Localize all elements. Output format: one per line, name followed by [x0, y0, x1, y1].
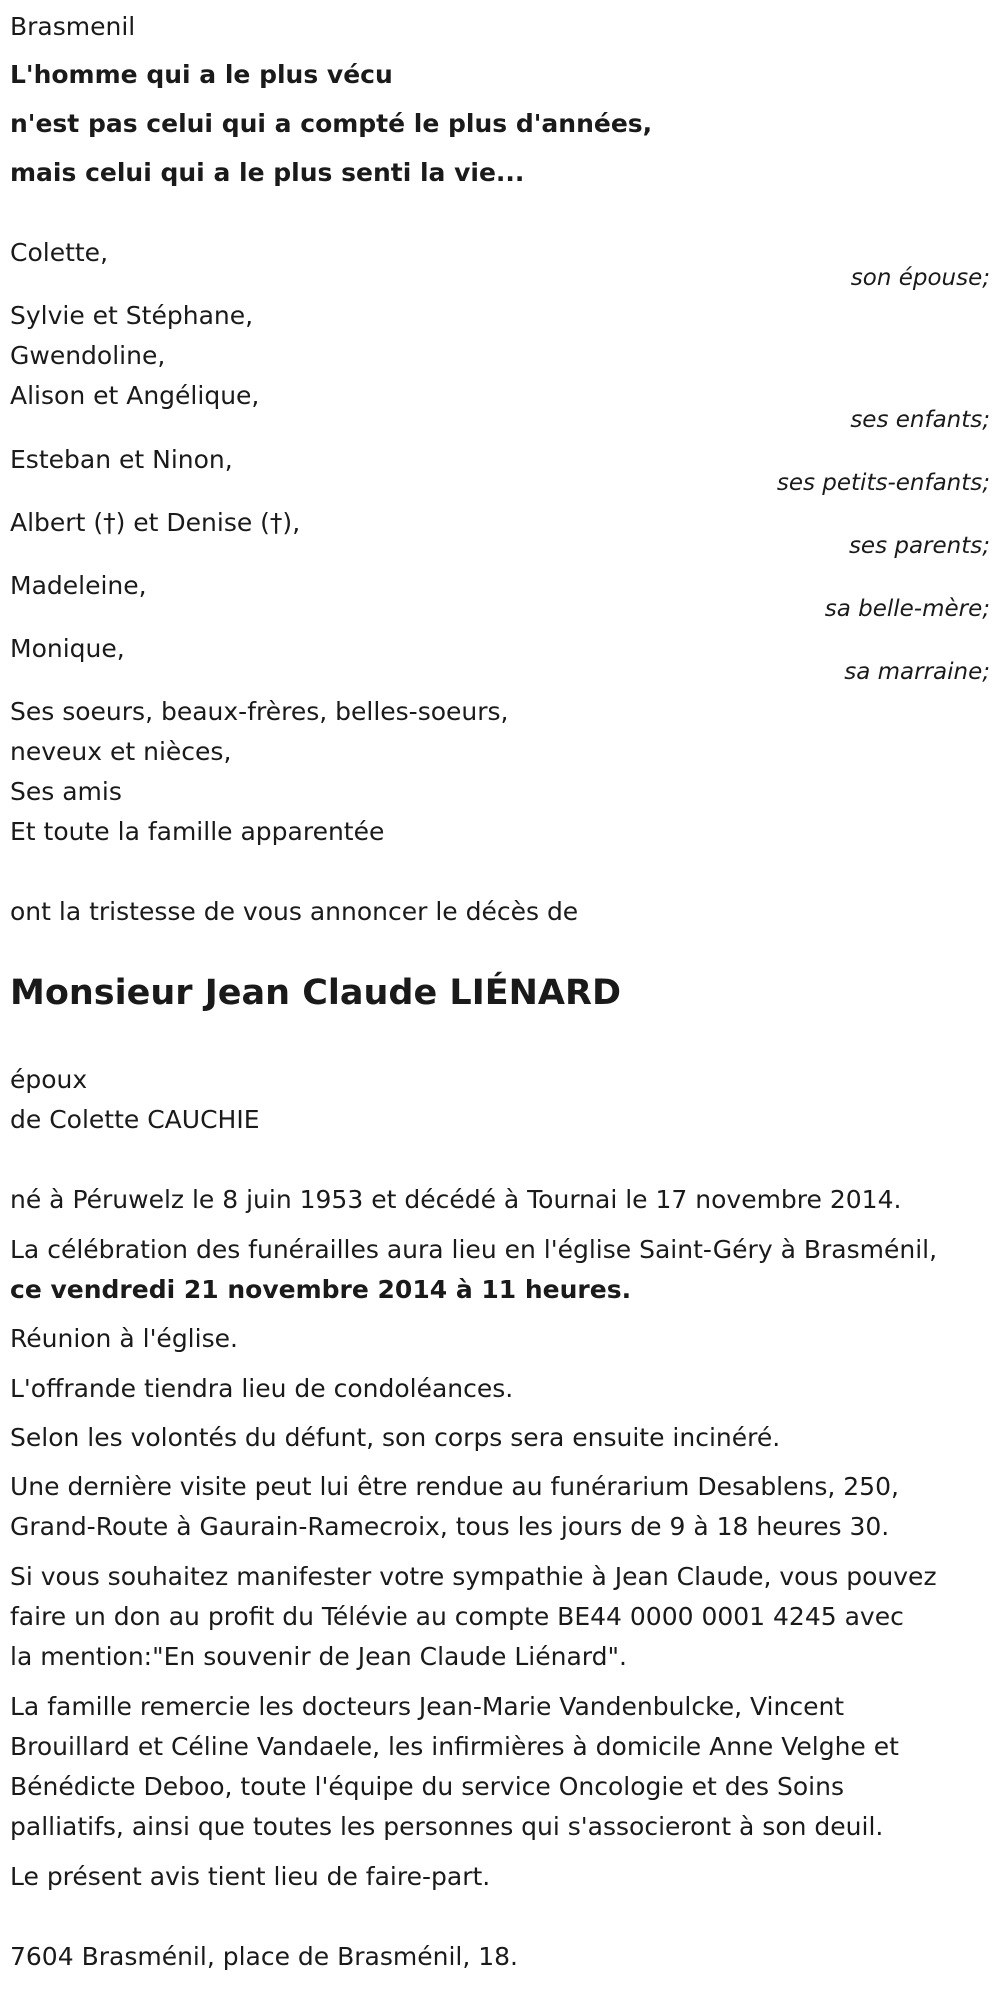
meeting-text: Réunion à l'église.	[10, 1324, 238, 1353]
family-name: Madeleine,	[10, 571, 147, 600]
quote-line-1: L'homme qui a le plus vécu	[10, 60, 393, 89]
family-name: Gwendoline,	[10, 341, 166, 370]
visit-text: Grand-Route à Gaurain-Ramecroix, tous les jours de 9 à 18 heures 30.	[10, 1512, 890, 1541]
location-header: Brasmenil	[10, 12, 136, 41]
family-name: Ses soeurs, beaux-frères, belles-soeurs,	[10, 697, 509, 726]
notice-text: Le présent avis tient lieu de faire-part.	[10, 1862, 491, 1891]
visit-text: Une dernière visite peut lui être rendue au funérarium Desablens, 250,	[10, 1472, 899, 1501]
quote-line-2: n'est pas celui qui a compté le plus d'années,	[10, 109, 653, 138]
birth-death-text: né à Péruwelz le 8 juin 1953 et décédé à Tournai le 17 novembre 2014.	[10, 1185, 902, 1214]
deceased-name: Monsieur Jean Claude LIÉNARD	[10, 973, 622, 1013]
family-role: son épouse;	[850, 265, 990, 291]
family-role: ses parents;	[848, 533, 990, 559]
family-role: ses petits-enfants;	[776, 470, 990, 496]
thanks-text: Brouillard et Céline Vandaele, les infirmières à domicile Anne Velghe et	[10, 1732, 899, 1761]
family-name: neveux et nièces,	[10, 737, 232, 766]
family-role: sa marraine;	[844, 659, 990, 685]
donation-text: faire un don au profit du Télévie au compte BE44 0000 0001 4245 avec	[10, 1602, 904, 1631]
family-name: Esteban et Ninon,	[10, 445, 233, 474]
family-name: Sylvie et Stéphane,	[10, 301, 254, 330]
funeral-text: La célébration des funérailles aura lieu en l'église Saint-Géry à Brasménil,	[10, 1235, 938, 1264]
cremation-text: Selon les volontés du défunt, son corps sera ensuite incinéré.	[10, 1423, 781, 1452]
family-name: Monique,	[10, 634, 125, 663]
thanks-text: palliatifs, ainsi que toutes les personnes qui s'associeront à son deuil.	[10, 1812, 884, 1841]
spouse-line: époux	[10, 1065, 88, 1094]
spouse-line: de Colette CAUCHIE	[10, 1105, 260, 1134]
funeral-date-text: ce vendredi 21 novembre 2014 à 11 heures.	[10, 1275, 632, 1304]
donation-text: la mention:"En souvenir de Jean Claude Liénard".	[10, 1642, 627, 1671]
donation-text: Si vous souhaitez manifester votre sympathie à Jean Claude, vous pouvez	[10, 1562, 937, 1591]
family-role: ses enfants;	[850, 407, 990, 433]
offering-text: L'offrande tiendra lieu de condoléances.	[10, 1374, 514, 1403]
thanks-text: La famille remercie les docteurs Jean-Marie Vandenbulcke, Vincent	[10, 1692, 845, 1721]
family-name: Colette,	[10, 238, 109, 267]
thanks-text: Bénédicte Deboo, toute l'équipe du service Oncologie et des Soins	[10, 1772, 844, 1801]
quote-line-3: mais celui qui a le plus senti la vie...	[10, 158, 525, 187]
family-name: Albert (†) et Denise (†),	[10, 508, 301, 537]
family-name: Et toute la famille apparentée	[10, 817, 385, 846]
family-name: Ses amis	[10, 777, 122, 806]
address-text: 7604 Brasménil, place de Brasménil, 18.	[10, 1942, 519, 1971]
family-name: Alison et Angélique,	[10, 381, 260, 410]
family-role: sa belle-mère;	[824, 596, 990, 622]
announcement-text: ont la tristesse de vous annoncer le décès de	[10, 897, 579, 926]
